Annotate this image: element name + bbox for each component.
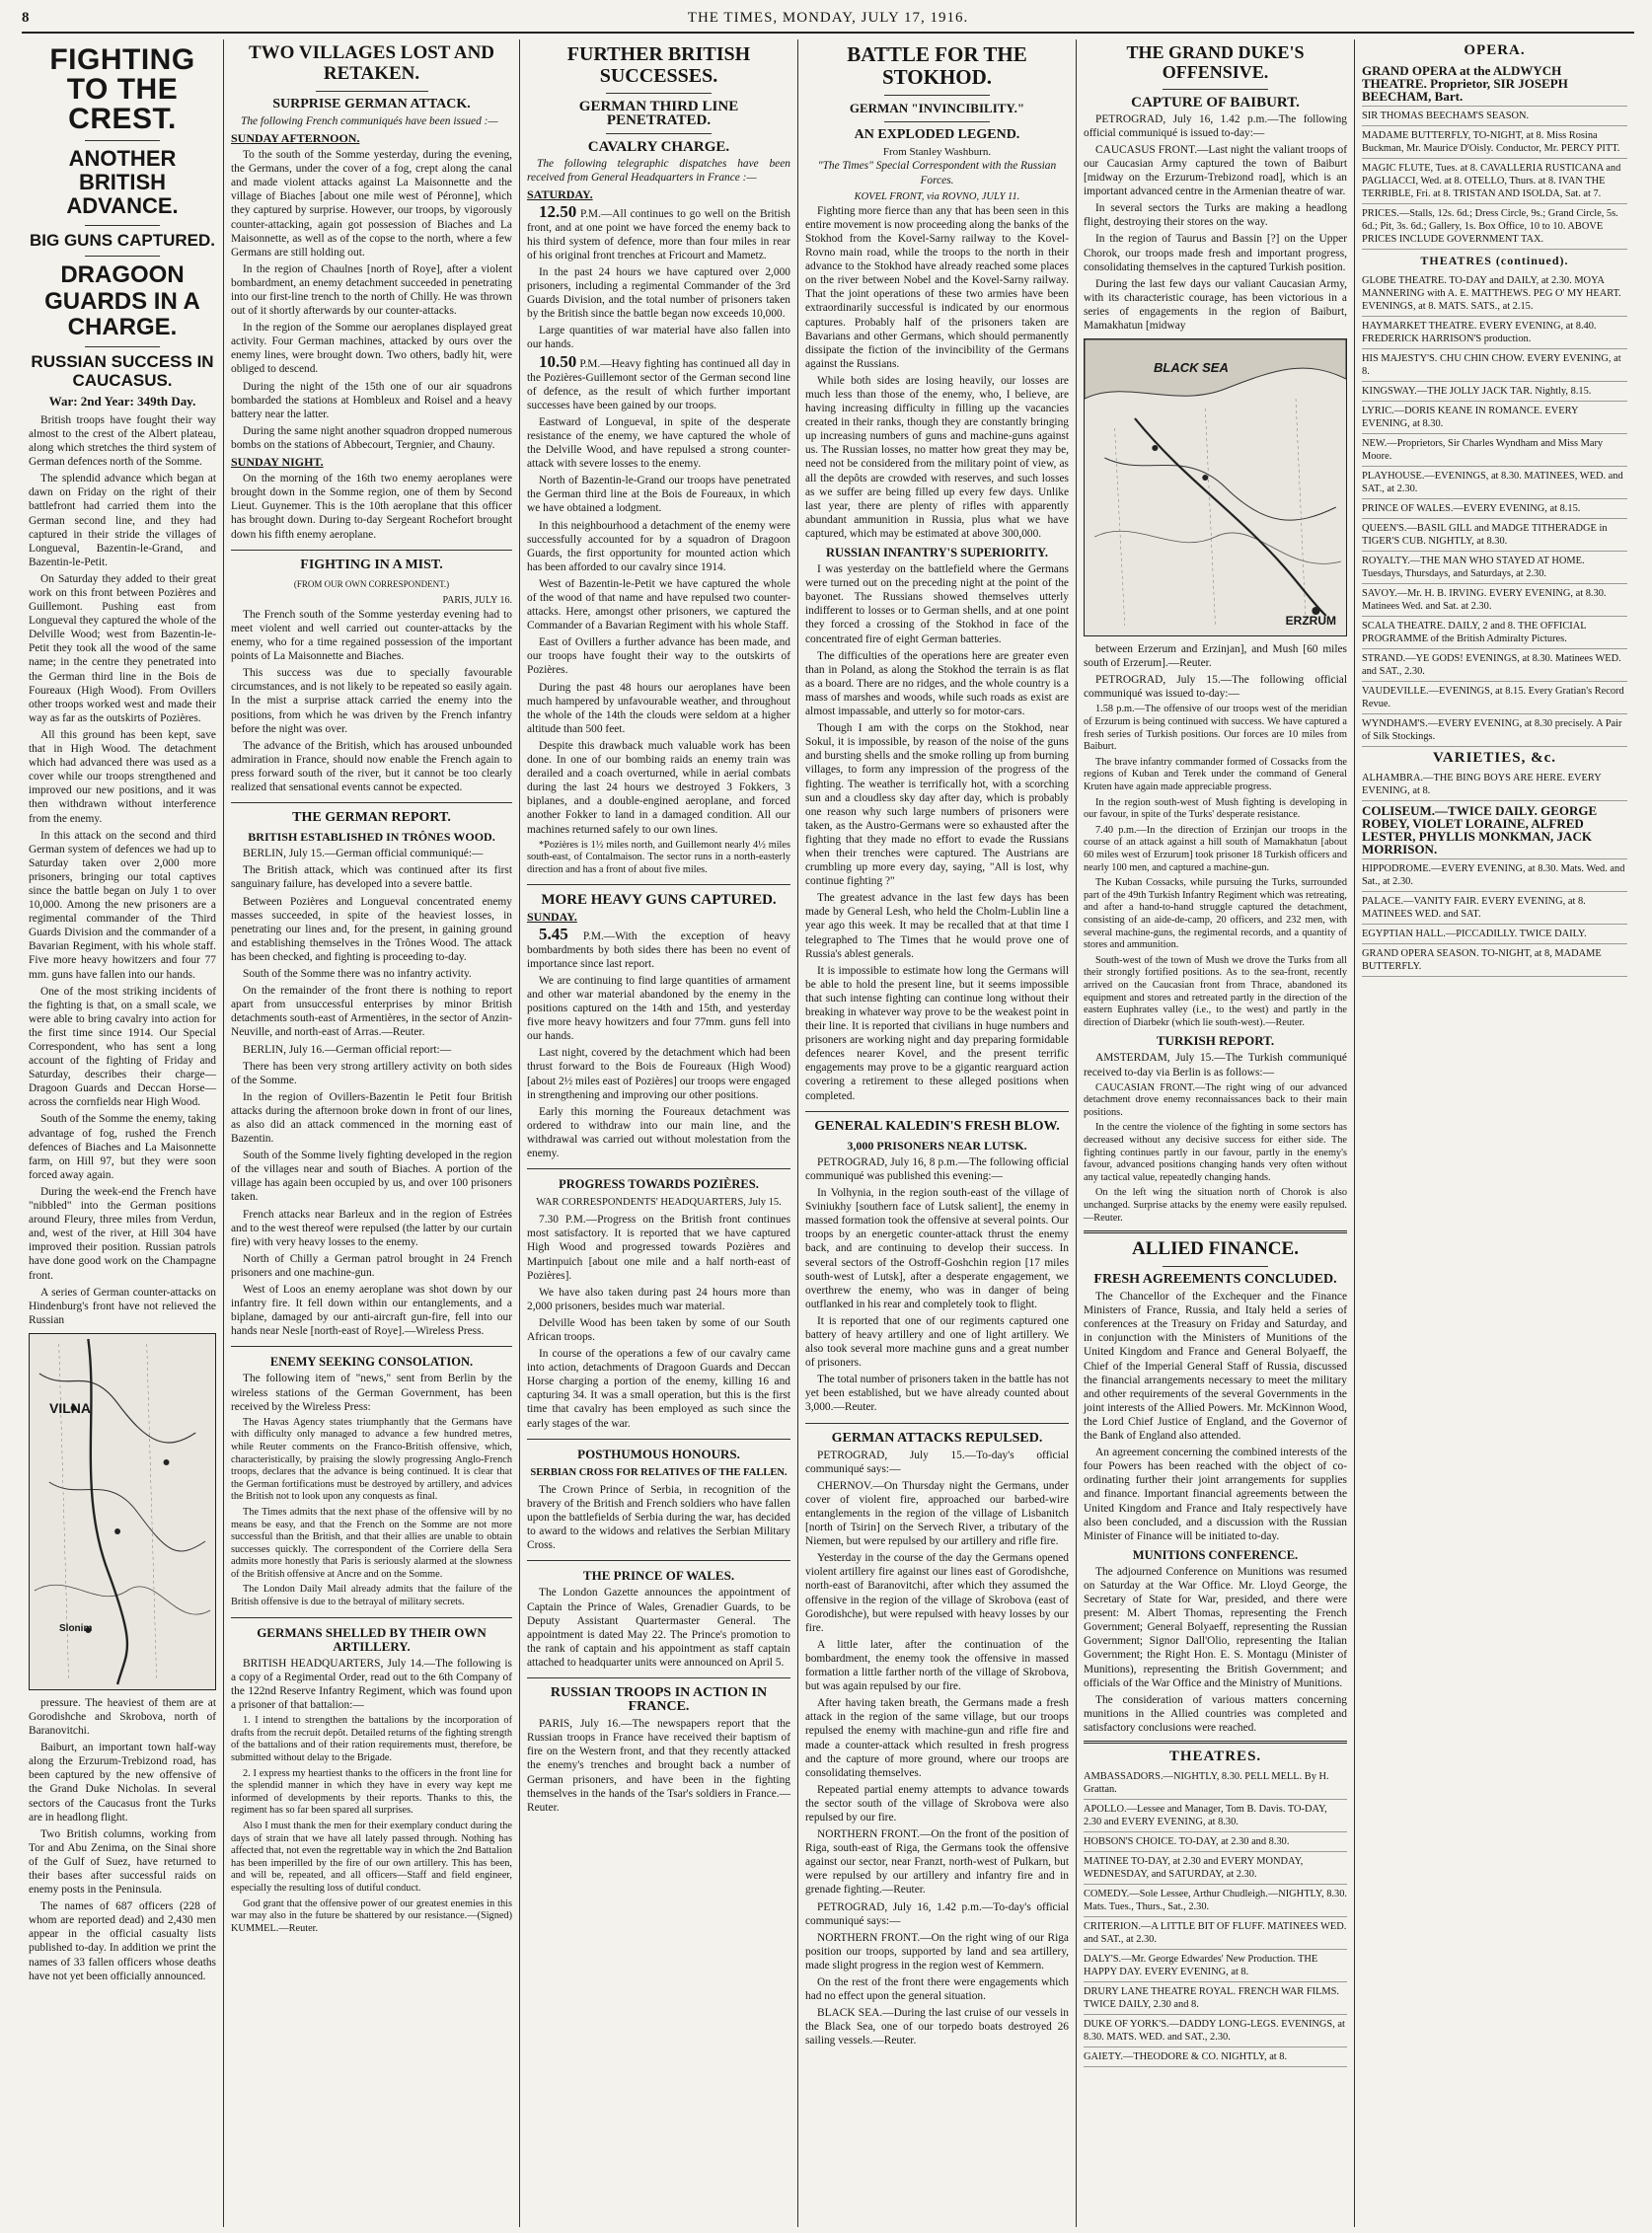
headline-two-villages: TWO VILLAGES LOST AND RETAKEN. [248,42,495,84]
varieties-listings [1362,769,1627,977]
section-theatres-continued: THEATRES (continued). [1420,254,1569,268]
listing: VAUDEVILLE.—EVENINGS, at 8.15. Every Gratian's Record Revue. [1362,682,1627,714]
headline-fighting-in-a-mist: FIGHTING IN A MIST. [300,557,443,572]
subhead-third-line: GERMAN THIRD LINE PENETRATED. [578,99,739,129]
paragraph: AMSTERDAM, July 15.—The Turkish communiqué received to-day via Berlin is as follows:— [1084,1052,1347,1079]
paragraph: During the last few days our valiant Caucasian Army, with its characteristic courage, has been victorious in a series of engagements in the region of Baiburt, Mamakhatun [midway [1084,277,1347,332]
paragraph: On Saturday they added to their great work on this front between Pozières and Guillemont. Pushing east from Longueval they captured the whole of the Delville Wood; west from Bazentin-le-Petit they took all the wood of the same name; in the centre they penetrated into the German third line in the Bois de Foureaux (High Wood). From Ovillers other troops worked west and made their way as far as the outskirts of Pozières. [29,572,216,724]
paragraph: pressure. The heaviest of them are at Gorodishche and Skrobova, north of Baranovitchi. [29,1696,216,1738]
paragraph: NORTHERN FRONT.—On the front of the position of Riga, south-east of Riga, the Germans took the offensive against our sector, near Franzt, north-west of Pulkarn, but were repulsed by our artillery and infantry fire and in grenade fighting.—Reuter. [805,1828,1069,1897]
paragraph: In the region of Chaulnes [north of Roye], after a violent bombardment, an enemy detachment succeeded in penetrating into our first-line trench to the north of Chilly. He was thrown out of it shortly afterwards by our counter-attacks. [231,262,512,318]
headline-further-british-successes: FURTHER BRITISH SUCCESSES. [566,43,751,87]
paragraph: In the past 24 hours we have captured over 2,000 prisoners, including a regimental Commander of the 3rd Guards Division, and the total number of prisoners taken by the British since the battle began now exceeds 10,000. [527,265,790,321]
byline: (FROM OUR OWN CORRESPONDENT.) [293,578,450,589]
paragraph: During the same night another squadron dropped numerous bombs on the stations of Abbecourt, Tergnier, and Chauny. [231,424,512,451]
paragraph: One of the most striking incidents of the fighting is that, on a small scale, we were able to bring cavalry into action for the first time since 1914. Our Special Correspondent, who has sent a long account of the fighting of Friday and Saturday, describes their charge—Dragoon Guards and Deccan Horse—across the cornfields near High Wood. [29,985,216,1109]
listing: COMEDY.—Sole Lessee, Arthur Chudleigh.—NIGHTLY, 8.30. Mats. Tues., Thurs., Sat., 2.30. [1084,1885,1347,1917]
paragraph: The difficulties of the operations here are greater even than in Poland, as along the Stokhod the terrain is as flat as a board. There are no ridges, and the whole country is a mass of marshes and woods, while such roads as exist are almost impassable, and utterly so for motor-cars. [805,649,1069,718]
paragraph: West of Bazentin-le-Petit we have captured the whole of the wood of that name and have repulsed two counter-attacks. Here, amongst other prisoners, we captured the Commander of a Bavarian Regiment with his whole Staff. [527,577,790,633]
paragraph: I was yesterday on the battlefield where the Germans were turned out on the preceding night at the point of the bayonet. The Russians showed themselves utterly indifferent to losses or to German shells, and at one point they forced a crossing of the Stokhod in face of the concentrated fire of eight German batteries. [805,563,1069,645]
paragraph: West of Loos an enemy aeroplane was shot down by our infantry fire. It fell down within our entanglements, and a biplane, damaged by our anti-aircraft gun-fire, fell into our hands near Nesle [north-east of Roye].—Wireless Press. [231,1284,512,1338]
map-label-slonim: Slonim [59,1622,93,1634]
column-6 [1355,39,1634,2227]
listing: GRAND OPERA at the ALDWYCH THEATRE. Proprietor, SIR JOSEPH BEECHAM, Bart. [1362,61,1627,107]
map-vilna-region [29,1333,216,1690]
listing: PRICES.—Stalls, 12s. 6d.; Dress Circle, 9s.; Grand Circle, 5s. 6d.; Pit, 3s. 6d.; Gallery, 1s. Box Office, 10 to 10. ABOVE PRICES INCLUDE GOVERNMENT TAX. [1362,204,1627,250]
paragraph: Between Pozières and Longueval concentrated enemy masses succeeded, in spite of the heaviest losses, in penetrating our lines and, for the present, in gaining ground and establishing themselves in the Trônes Wood. The attack has been checked, and fighting is proceeding to-day. [231,895,512,963]
listing: ALHAMBRA.—THE BING BOYS ARE HERE. EVERY EVENING, at 8. [1362,769,1627,801]
paragraph: On the left wing the situation north of Chorok is also unchanged. Surprise attacks by the enemy were easily repulsed.—Reuter. [1084,1187,1347,1224]
headline-kaledin: GENERAL KALEDIN'S FRESH BLOW. [814,1118,1060,1134]
listing: GRAND OPERA SEASON. TO-NIGHT, at 8, MADAME BUTTERFLY. [1362,944,1627,977]
headline-allied-finance: ALLIED FINANCE. [1132,1238,1299,1260]
listing: SIR THOMAS BEECHAM'S SEASON. [1362,107,1627,126]
paragraph: It is reported that one of our regiments captured one battery of heavy artillery and one of light artillery. We also took several more machine guns and a great number of prisoners. [805,1314,1069,1370]
paragraph: On the remainder of the front there is nothing to report apart from unsuccessful enterprises by minor British detachments south-east of Armentières, in the sector of Anzin-Neuville, and north-east of Arras.—Reuter. [231,985,512,1039]
paragraph: Fighting more fierce than any that has been seen in this entire movement is now proceeding along the banks of the Stokhod from the Kovel-Sarny railway to the Kovel-Rovno main road, while the troops to the north in their advance to the Stokhod have already reached some places on the river between Nobel and the Kovel-Sarny railway. That the joint operations of these two armies have been extraordinarily successful is indicated by our enormous captures. Probably half of the prisoners taken are Bavarians and other Germans, which should permanently dissipate the fiction of the invincibility of the Germans against the Russians. [805,204,1069,370]
paragraph: 2. I express my heartiest thanks to the officers in the front line for the splendid manner in which they have in every way kept me informed of developments by their reports. Thanks to this, the regiment has so far been spared all surprises. [231,1767,512,1817]
paragraph: In the centre the violence of the fighting in some sectors has decreased without any decisive success for either side. The fighting continues partly in our favour, partly in the enemy's favour, advanced positions changing hands very often without any tactical value, repeatedly changing hands. [1084,1122,1347,1183]
paragraph: The London Daily Mail already admits that the failure of the British offensive is due to the betrayal of military secrets. [231,1584,512,1608]
listing: NEW.—Proprietors, Sir Charles Wyndham and Miss Mary Moore. [1362,434,1627,467]
paragraph: While both sides are losing heavily, our losses are much less than those of the enemy, who, I believe, are having increasing difficulty in filling up the vacancies created in their ranks, though they are constantly bringing up increasing numbers of guns and machine-guns against us. The Russian losses, no matter how great they may be, need not be considered from the military point of view, as all the depôts are crowded with reserves, and such losses as we suffer are being filled up every few days. Unlike last year, there are plenty of rifles with apparently abundant ammunition in Russia, plus what we have captured, which may be estimated at above 300,000. [805,374,1069,540]
page-number: 8 [22,10,30,26]
paragraph: The consideration of various matters concerning munitions in the Allied countries was completed and satisfactory conclusions were reached. [1084,1693,1347,1734]
subhead-fresh-agreements: FRESH AGREEMENTS CONCLUDED. [1093,1272,1337,1288]
listing: GAIETY.—THEODORE & CO. NIGHTLY, at 8. [1084,2047,1347,2067]
headline-big-guns: BIG GUNS CAPTURED. [30,230,215,250]
intro: The following French communiqués have been issued :— [241,114,498,127]
paragraph: During the week-end the French have "nibbled" into the German positions around Fleury, three miles from Verdun, and, west of the river, at Hill 304 have improved their position. Russian patrols have done good work on the Champagne front. [29,1185,216,1282]
paragraph: In the region of Taurus and Bassin [?] on the Upper Chorok, our troops made fresh and important progress, consolidating themselves in the captured Turkish position. [1084,233,1347,273]
paragraph: The Kuban Cossacks, while pursuing the Turks, surrounded part of the 49th Turkish Infantry Regiment which was retreating, and after a hand-to-hand struggle captured the detachment, consisting of an aide-de-camp, 20 officers, and 232 men, with several machine-guns, the regimental records, and a quantity of stores and ammunition. [1084,877,1347,951]
paragraph: During the night of the 15th one of our air squadrons bombarded the stations at Hombleux and Roisel and a heavy battery near the latter. [231,380,512,420]
masthead [22,8,1634,34]
listing: PRINCE OF WALES.—EVERY EVENING, at 8.15. [1362,499,1627,519]
paragraph: PETROGRAD, July 15.—The following official communiqué was issued to-day:— [1084,674,1347,701]
paragraph: This success was due to specially favourable circumstances, and is not likely to be repeated so easily again. In the mist a surprise attack carried the enemy into the positions, from which he was driven by the French infantry before the night was over. [231,667,512,735]
map-drawing [30,1334,215,1689]
map-drawing [1085,339,1346,635]
paragraph: The Havas Agency states triumphantly that the Germans have with difficulty only managed to advance a few hundred metres, while Reuter comments on the Franco-British offensive, which, characteristically, by praising the slowly progressing Anglo-French troops, declares that the advance is being continued. It is clear that the German fortifications must be destroyed by artillery, and advices the British not to look upon any conquests as final. [231,1416,512,1503]
subhead-capture-baiburt: CAPTURE OF BAIBURT. [1131,94,1300,111]
paragraph: The brave infantry commander formed of Cossacks from the regions of Kuban and Terek under the command of General Kruten have again made appreciable progress. [1084,756,1347,793]
headline-germans-shelled: GERMANS SHELLED BY THEIR OWN ARTILLERY. [257,1624,487,1654]
paragraph: PETROGRAD, July 16, 1.42 p.m.—To-day's official communiqué says:— [805,1900,1069,1927]
map-label-erzrum: ERZRUM [1285,614,1336,628]
paragraph: In the region south-west of Mush fighting is developing in our favour, in spite of the Turks' desperate resistance. [1084,796,1347,821]
footnote: *Pozières is 1½ miles north, and Guillemont nearly 4½ miles south-east, of Contalmaison. The sector runs in a north-easterly direction and has a front of about five miles. [527,839,790,875]
time-stamp: 10.50 [539,351,577,371]
paragraph: In this attack on the second and third German system of defences we had up to Saturday taken over 2,000 more prisoners, bringing our total captives since the battle began on July 1 to over 10,000. Among the new prisoners are a regimental commander of the Third Guards Division and the commander of a Bavarian Regiment, with his whole staff. Five more heavy howitzers and four 77 mm. guns have fallen into our hands. [29,829,216,981]
paragraph: Though I am with the corps on the Stokhod, near Sokul, it is impossible, by reason of the noise of the guns and bursting shells and the smoke rolling up from burning villages, to form any impression of the progress of the fighting. The weather is terrifically hot, with a scorching sun and a cloudless sky day after day, which is probably one reason why such large numbers of prisoners were taken, as the Austro-Germans were so exhausted after the fighting that they made no effort to evade the Russians when their trenches were captured. The Austrians are crumbling up more every day, saying, "All is lost, why continue fighting ?" [805,722,1069,888]
headline-another-british-advance: ANOTHER BRITISH ADVANCE. [66,146,179,219]
headline-german-report: THE GERMAN REPORT. [292,810,451,826]
paragraph: The splendid advance which began at dawn on Friday on the right of their battlefront had carried them into the German second line, and they had captured in their stride the villages of Longueval, Bazentin-le-Grand, and Bazentin-le-Petit. [29,473,216,568]
paragraph: Eastward of Longueval, in spite of the desperate resistance of the enemy, we have captured the whole of the Delville Wood, and have repulsed a strong counter-attack with severe losses to the enemy. [527,415,790,471]
paragraph: In this neighbourhood a detachment of the enemy were successfully accounted for by a squadron of Dragoon Guards, the first opportunity for mounted action which has been afforded to our cavalry since 1914. [527,519,790,573]
listing: APOLLO.—Lessee and Manager, Tom B. Davis. TO-DAY, 2.30 and EVERY EVENING, at 8.30. [1084,1800,1347,1832]
paragraph: The names of 687 officers (228 of whom are reported dead) and 2,430 men appear in the official casualty lists published to-day. In addition we print the names of 33 fallen officers whose deaths have not yet been officially announced. [29,1900,216,1982]
paragraph: On the rest of the front there were engagements which had no effect upon the general situation. [805,1976,1069,2003]
columns [22,39,1634,2227]
headline-battle-stokhod: BATTLE FOR THE STOKHOD. [847,42,1027,90]
column-5 [1077,39,1355,2227]
paragraph: 7.30 P.M.—Progress on the British front continues most satisfactory. It is reported that we have captured High Wood and progressed towards Pozières and Martinpuich [about one mile and a half north-east of Pozières]. [527,1214,790,1282]
theatre-listings [1362,271,1627,747]
map-label-vilna: VILNA [49,1399,91,1416]
paragraph: The British attack, which was continued after its first sanguinary failure, has developed into a severe battle. [231,864,512,891]
paragraph: BLACK SEA.—During the last cruise of our vessels in the Black Sea, one of our torpedo boats destroyed 26 sailing vessels.—Reuter. [805,2007,1069,2047]
listing: KINGSWAY.—THE JOLLY JACK TAR. Nightly, 8.15. [1362,382,1627,402]
subhead-infantry-superiority: RUSSIAN INFANTRY'S SUPERIORITY. [826,546,1048,559]
paragraph: Delville Wood has been taken by some of our South African troops. [527,1316,790,1343]
headline-dragoon-guards: DRAGOON GUARDS IN A CHARGE. [44,261,200,341]
paragraph: We are continuing to find large quantities of armament and other war material abandoned by the enemy in the positions captured on the 14th and 15th, and yesterday five more heavy howitzers and four 77mm. guns fell into our hands. [527,974,790,1043]
listing: PALACE.—VANITY FAIR. EVERY EVENING, at 8. MATINEES WED. and SAT. [1362,892,1627,925]
headline-more-heavy-guns: MORE HEAVY GUNS CAPTURED. [541,892,777,909]
paragraph: We have also taken during past 24 hours more than 2,000 prisoners, besides much war material. [527,1286,790,1312]
headline-russian-success: RUSSIAN SUCCESS IN CAUCASUS. [31,352,214,391]
time-stamp: 5.45 [539,924,568,943]
paragraph: The Chancellor of the Exchequer and the Finance Ministers of France, Russia, and Italy held a series of conferences at the Treasury on Friday and Saturday, and in conjunction with the Ministers of Munitions of the United Kingdom and France and General Bolyaeff, the Chief of the Imperial General Staff of Russia, discussed the financial arrangements necessary to meet the military and other requirements of the several Governments in the joint interests of the Allied Powers. Mr. McKinnon Wood, the Lord Chief Justice of England, and the Governor of the Bank of England also attended. [1084,1291,1347,1443]
intro: The following telegraphic dispatches have been received from General Headquarters in France :— [527,158,790,185]
paragraph: The following item of "news," sent from Berlin by the wireless stations of the German Government, has been received by the Wireless Press: [231,1373,512,1413]
dateline: SUNDAY. [527,910,577,925]
dateline: SUNDAY NIGHT. [231,455,324,470]
column-2 [224,39,520,2227]
listing: WYNDHAM'S.—EVERY EVENING, at 8.30 precisely. A Pair of Silk Stockings. [1362,714,1627,747]
listing: STRAND.—YE GODS! EVENINGS, at 8.30. Matinees WED. and SAT., 2.30. [1362,649,1627,682]
listing: EGYPTIAN HALL.—PICCADILLY. TWICE DAILY. [1362,925,1627,944]
paragraph: The total number of prisoners taken in the battle has not yet been established, but we have already counted about 3,000.—Reuter. [805,1374,1069,1414]
paragraph: The Crown Prince of Serbia, in recognition of the bravery of the British and French soldiers who have fallen upon the battlefields of Serbia during the war, has decided to award to the widows and relatives the Serbian Military Cross. [527,1483,790,1552]
paragraph: North of Bazentin-le-Grand our troops have penetrated the German third line at the Bois de Foureaux, in which we have obtained a lodgment. [527,475,790,515]
paragraph: In the region of Ovillers-Bazentin le Petit four British attacks during the afternoon broke down in front of our lines, as also did an attack commenced in the morning east of Bazentin. [231,1090,512,1146]
dateline: SATURDAY. [527,187,593,202]
listing: SAVOY.—Mr. H. B. IRVING. EVERY EVENING, at 8.30. Matinees Wed. and Sat. at 2.30. [1362,584,1627,617]
listing: PLAYHOUSE.—EVENINGS, at 8.30. MATINEES, WED. and SAT., at 2.30. [1362,467,1627,499]
column-4 [798,39,1077,2227]
masthead-title: THE TIMES, MONDAY, JULY 17, 1916. [687,10,969,26]
paragraph: between Erzerum and Erzinjan], and Mush [60 miles south of Erzerum].—Reuter. [1084,643,1347,670]
paragraph: Also I must thank the men for their exemplary conduct during the days of strain that we have all lately passed through. Nothing has affected that, not even the regrettable way in which the 2nd Battalion has been imperilled by the fire of our own artillery. This has been, and will be, repeated, and all officers—Staff and field engineer, especially the resulting loss of dutiful conduct. [231,1820,512,1894]
listing: CRITERION.—A LITTLE BIT OF FLUFF. MATINEES WED. and SAT., at 2.30. [1084,1917,1347,1950]
paragraph-text: P.M.—All continues to go well on the British front, and at one point we have forced the enemy back to his third system of defence, more than four miles in rear of his original front trenches at Fricourt and Mametz. [527,207,790,261]
paragraph: The French south of the Somme yesterday evening had to meet violent and well carried out counter-attacks by the enemy, who for a time regained possession of the important points of La Maisonnette and Biaches. [231,608,512,663]
paragraph: 1. I intend to strengthen the battalions by the incorporation of drafts from the recruit depôt. Detailed returns of the fighting strength of the battalions and of their ration requirements must, therefore, be submitted without delay to the Brigade. [231,1715,512,1763]
paragraph: A series of German counter-attacks on Hindenburg's front have not relieved the Russian [29,1286,216,1326]
listing: DALY'S.—Mr. George Edwardes' New Production. THE HAPPY DAY. EVERY EVENING, at 8. [1084,1950,1347,1982]
paragraph: PETROGRAD, July 16, 8 p.m.—The following official communiqué was published this evening:— [805,1155,1069,1182]
byline: From Stanley Washburn. [882,146,992,159]
listing: COLISEUM.—TWICE DAILY. GEORGE ROBEY, VIOLET LORAINE, ALFRED LESTER, PHYLLIS MONKMAN, JACK MORRISON. [1362,801,1627,859]
section-varieties: VARIETIES, &c. [1433,750,1556,767]
headline-fighting-to-the-crest: FIGHTING TO THE CREST. [49,43,195,135]
headline-enemy-consolation: ENEMY SEEKING CONSOLATION. [269,1355,474,1370]
paragraph: PARIS, July 16.—The newspapers report that the Russian troops in France have received their baptism of fire on the Western front, and that they recently attacked the enemy's trenches and brought back a number of German prisoners, and have been in the fighting themselves in the hands of the Tsar's soldiers in France.—Reuter. [527,1718,790,1814]
dateline: KOVEL FRONT, via ROVNO, JULY 11. [854,190,1020,202]
paragraph: Baiburt, an important town half-way along the Erzurum-Trebizond road, has been captured by the new offensive of the Grand Duke Nicholas. In several sectors of the Caucasus front the Turks are in headlong flight. [29,1742,216,1824]
paragraph: NORTHERN FRONT.—On the right wing of our Riga position our troops, supported by land and sea artillery, made slight progress in the region west of Kemmern. [805,1931,1069,1972]
listing: QUEEN'S.—BASIL GILL and MADGE TITHERADGE in TIGER'S CUB. NIGHTLY, at 8.30. [1362,519,1627,552]
map-caucasus-region [1084,338,1347,636]
headline-posthumous-honours: POSTHUMOUS HONOURS. [577,1446,740,1461]
paragraph: Repeated partial enemy attempts to advance towards the sector south of the village of Skrobova were also repulsed by our fire. [805,1783,1069,1824]
paragraph: In the region of the Somme our aeroplanes displayed great activity. Four German machines, attacked by ours over the enemy lines, were brought down. Two others, badly hit, were obliged to descend. [231,322,512,376]
subhead-serbian-cross: SERBIAN CROSS FOR RELATIVES OF THE FALLEN. [530,1466,788,1478]
paragraph: After having taken breath, the Germans made a fresh attack in the region of the same village, but our troops repulsed the enemy with machine-gun and rifle fire and made a counter-attack which resulted in fresh progress and the capture of more ground, where our troops are consolidating themselves. [805,1697,1069,1779]
headline-prince-of-wales: THE PRINCE OF WALES. [582,1568,735,1584]
paragraph: Last night, covered by the detachment which had been thrust forward to the Bois de Foureaux (High Wood) [about 2½ miles east of Pozières] our troops were engaged in strengthening and improving our other positions. [527,1047,790,1101]
listing: GLOBE THEATRE. TO-DAY and DAILY, at 2.30. MOYA MANNERING with A. E. MATTHEWS. PEG O' MY HEART. EVENINGS, at 8. MATS. SATS., at 2.15. [1362,271,1627,317]
dateline: PARIS, JULY 16. [442,594,512,606]
listing: AMBASSADORS.—NIGHTLY, 8.30. PELL MELL. By H. Grattan. [1084,1767,1347,1800]
paragraph: In Volhynia, in the region south-east of the village of Sviniukhy [southern face of Lutsk salient], the enemy in massed formation took the offensive at several points. Our troops by an energetic counter-attack thrust the enemy back, and are continuing to develop their success. In several sectors of the Ostroff-Goshchin region [17 miles south-west of Lutsk], after a desperate engagement, we overthrew the enemy, who was in danger of being outflanked in his rear and completely took to flight. [805,1187,1069,1310]
map-label-black-sea: BLACK SEA [1154,360,1229,376]
listing: HIS MAJESTY'S. CHU CHIN CHOW. EVERY EVENING, at 8. [1362,349,1627,382]
subhead-munitions-conference: MUNITIONS CONFERENCE. [1132,1547,1299,1562]
paragraph: CHERNOV.—On Thursday night the Germans, under cover of violent fire, approached our barbed-wire entanglements in the region of the village of Lisbanitch [north of Tsirin] on the Servech River, a tributary of the Niemen, but were repulsed by our artillery and rifle fire. [805,1479,1069,1548]
paragraph: CAUCASIAN FRONT.—The right wing of our advanced detachment drove enemy reconnaissances back to their main positions. [1084,1081,1347,1118]
listing: SCALA THEATRE. DAILY, 2 and 8. THE OFFICIAL PROGRAMME of the British Admiralty Pictures. [1362,617,1627,649]
paragraph: On the morning of the 16th two enemy aeroplanes were brought down in the Somme region, one of them by Second Lieut. Guynemer. This is the 10th aeroplane that this officer has brought down. During to-day Sergeant Rochefort brought down his fifth enemy aeroplane. [231,473,512,541]
paragraph: All this ground has been kept, save that in High Wood. The detachment which had advanced there was used as a cover while our troops strengthened and improved our new positions, and it was then withdrawn without interference from the enemy. [29,728,216,825]
paragraph: God grant that the offensive power of our greatest enemies in this war may also in the future be shattered by our resistance.—(Signed) KUMMEL.—Reuter. [231,1898,512,1934]
listing: DRURY LANE THEATRE ROYAL. FRENCH WAR FILMS. TWICE DAILY, 2.30 and 8. [1084,1982,1347,2015]
paragraph: The greatest advance in the last few days has been made by General Lesh, who held the Cholm-Lublin line a year ago this week. It may be recalled that at that time I telegraphed to The Times that he would prove one of Russia's ablest generals. [805,892,1069,960]
paragraph: CAUCASUS FRONT.—Last night the valiant troops of our Caucasian Army captured the town of Baiburt [midway on the Erzurum-Trebizond road], which is an important advanced centre in the Armenian theatre of war. [1084,143,1347,198]
subhead-invincibility: GERMAN "INVINCIBILITY." [849,101,1025,116]
paragraph: South-west of the town of Mush we drove the Turks from all their strongly fortified positions. As to the sea-front, recently arrived on the Caucasian front from Thrace, abandoned its equipment and stores and retreated partly in the direction of the eastern Euphrates valley (i.e., to the west) and partly in the direction of Diarbekr (which lie south-west).—Reuter. [1084,954,1347,1028]
paragraph: The Times admits that the next phase of the offensive will by no means be easy, and that the French on the Somme are not more successful than the British, and that their allies are unable to obtain successes quickly. The correspondent of the Corriere della Sera admits more honestly that Paris is seriously alarmed at the slowness of the British offensive at Ancre and on the Somme. [231,1506,512,1580]
intro: "The Times" Special Correspondent with the Russian Forces. [817,160,1057,186]
listing: MADAME BUTTERFLY, TO-NIGHT, at 8. Miss Rosina Buckman, Mr. Maurice D'Oisly. Conductor, Mr. PERCY PITT. [1362,126,1627,159]
paragraph: PETROGRAD, July 15.—To-day's official communiqué says:— [805,1449,1069,1475]
paragraph: British troops have fought their way almost to the crest of the Albert plateau, along which stretches the third system of German defences north of the Somme. [29,413,216,469]
dateline: WAR CORRESPONDENTS' HEADQUARTERS, July 15. [536,1197,782,1209]
subhead-surprise-attack: SURPRISE GERMAN ATTACK. [272,96,471,112]
paragraph: The advance of the British, which has aroused unbounded admiration in France, should now enable the French again to press forward south of the river, but it cannot be too clearly realized that sensational events cannot be expected. [231,739,512,793]
headline-progress-pozieres: PROGRESS TOWARDS POZIÈRES. [559,1177,759,1192]
paragraph: In several sectors the Turks are making a headlong flight, destroying their stores on the way. [1084,202,1347,229]
paragraph: Yesterday in the course of the day the Germans opened violent artillery fire against our lines east of Gorodishche, north-east of Baranovitchi, after which they assumed the offensive in the region of the village of Skrobova (east of Gorodishche), but were repulsed with heavy losses by our fire. [805,1552,1069,1634]
paragraph: South of the Somme lively fighting developed in the region of the villages near and south of Biaches. A portion of the village has again been occupied by us, and over 100 prisoners taken. [231,1150,512,1204]
subhead-trones-wood: BRITISH ESTABLISHED IN TRÔNES WOOD. [248,830,495,845]
paragraph: The London Gazette announces the appointment of Captain the Prince of Wales, Grenadier Guards, to be Deputy Assistant Quartermaster General. The appointment is dated May 22. The Prince's promotion to the rank of captain and his appointment as staff captain attached to headquarter units were announced on April 5. [527,1587,790,1669]
paragraph: An agreement concerning the combined interests of the four Powers has been reached with the object of co-ordinating further their joint arrangements for supplies and finance. Important financial agreements between the United Kingdom and France and Italy respectively have also been concluded, and a discussion with the Russian Minister of Finance will be initiated to-day. [1084,1447,1347,1542]
paragraph: South of the Somme the enemy, taking advantage of fog, rushed the French defences of Biaches and La Maisonnette farm, on Hill 97, but they were soon forced away again. [29,1113,216,1181]
column-1 [22,39,224,2227]
paragraph: BERLIN, July 16.—German official report:— [243,1043,452,1056]
headline-grand-dukes-offensive: THE GRAND DUKE'S OFFENSIVE. [1126,42,1305,82]
listing: MAGIC FLUTE, Tues. at 8. CAVALLERIA RUSTICANA and PAGLIACCI, Wed. at 8. OTELLO, Thurs. at 8. IVAN THE TERRIBLE, Fri. at 8. TRISTAN AND ISOLDA, Sat. at 7. [1362,159,1627,204]
paragraph: A little later, after the continuation of the bombardment, the enemy took the offensive in massed formation a little farther north of the village of Skrobova, but was again repulsed by our fire. [805,1638,1069,1693]
section-opera: OPERA. [1464,42,1526,58]
paragraph: The adjourned Conference on Munitions was resumed on Saturday at the War Office. Mr. Lloyd George, the Secretary of State for War, presided, and there were present: M. Albert Thomas, representing the French Government; General Bolyaeff, representing the Russian Government; Signor Dall'Olio, representing the Italian Government; the Right Hon. E. S. Montagu (Minister of Munitions), representing the British Government; and officials of the War Office and the Ministry of Munitions. [1084,1565,1347,1689]
section-theatres: THEATRES. [1168,1749,1262,1765]
column-3 [520,39,798,2227]
paragraph: East of Ovillers a further advance has been made, and our troops have fought their way to the outskirts of Pozières. [527,636,790,677]
paragraph: Despite this drawback much valuable work has been done. In one of our bombing raids an enemy train was derailed and a coach overturned, while in aerial combats during the last 24 hours we destroyed 3 Fokkers, 3 biplanes, and a double-engined aeroplane, and forced another Fokker to land in a damaged condition. All our machines returned safely to our own lines. [527,739,790,836]
subhead-3000-prisoners: 3,000 PRISONERS NEAR LUTSK. [847,1138,1027,1153]
paragraph: Large quantities of war material have also fallen into our hands. [527,325,790,351]
paragraph-text: P.M.—Heavy fighting has continued all day in the Pozières-Guillemont sector of the German second line of defence, as the result of which further important successes have been gained by our troops. [527,357,790,411]
listing: ROYALTY.—THE MAN WHO STAYED AT HOME. Tuesdays, Thursdays, and Saturdays, at 2.30. [1362,552,1627,584]
theatre-listings [1084,1767,1347,2067]
paragraph: There has been very strong artillery activity on both sides of the Somme. [231,1060,512,1086]
war-day: War: 2nd Year: 349th Day. [48,393,196,409]
paragraph: During the past 48 hours our aeroplanes have been much hampered by unfavourable weather, and throughout the whole of the 14th the clouds were seldom at a higher altitude than 500 feet. [527,681,790,735]
listing: HAYMARKET THEATRE. EVERY EVENING, at 8.40. FREDERICK HARRISON'S production. [1362,317,1627,349]
paragraph: 7.40 p.m.—In the direction of Erzinjan our troops in the course of an attack against a hill south of Mamakhatun [about 60 miles west of Erzurum] took prisoner 18 Turkish officers and nearly 100 men, and captured a machine-gun. [1084,824,1347,873]
paragraph: It is impossible to estimate how long the Germans will be able to hold the present line, but it seems impossible that such intense fighting can continue long without their breaking in whatever way prove to be the weakest point in their line. It is reported that civilians in huge numbers and prisoners are working night and day preparing formidable defences nearer Kovel, and the present terrific engagements may prove to be a gigantic rearguard action covering a retirement to these alleged positions when completed. [805,964,1069,1102]
paragraph: In course of the operations a few of our cavalry came into action, detachments of Dragoon Guards and Deccan Horse charging a portion of the enemy, killing 16 and capturing 34. It was a small operation, but this is the first time that cavalry has been employed as such since the early stages of the war. [527,1348,790,1430]
dateline: SUNDAY AFTERNOON. [231,130,360,145]
paragraph: South of the Somme there was no infantry activity. [243,968,472,981]
paragraph: BRITISH HEADQUARTERS, July 14.—The following is a copy of a Regimental Order, read out to the 6th Company of the 122nd Reserve Infantry Regiment, which was found upon a prisoner of that battalion:— [231,1657,512,1712]
paragraph: To the south of the Somme yesterday, during the evening, the Germans, under the cover of a fog, crept along the canal and made violent attacks against La Maisonnette and the village of Biaches [about one mile west of Péronne], which they captured by surprise. However, our troops, by vigorously counter-attacking, again got possession of Biaches and La Maisonnette, as well as of the copse to the north, where a few Germans are still holding out. [231,149,512,259]
paragraph: BERLIN, July 15.—German official communiqué:— [243,848,484,860]
paragraph: 1.58 p.m.—The offensive of our troops west of the meridian of Erzurum is being continued with success. We have captured a fresh series of Turkish positions. Our forces are 10 miles from Baiburt. [1084,704,1347,753]
time-stamp: 12.50 [539,201,577,221]
paragraph: Two British columns, working from Tor and Abu Zenima, on the Sinai shore of the Gulf of Suez, have returned to their bases after successful raids on enemy posts in the Peninsula. [29,1827,216,1897]
paragraph-text: P.M.—With the exception of heavy bombardments by both sides there has been no event of importance since last report. [527,930,790,970]
listing: LYRIC.—DORIS KEANE IN ROMANCE. EVERY EVENING, at 8.30. [1362,402,1627,434]
paragraph: North of Chilly a German patrol brought in 24 French prisoners and one machine-gun. [231,1252,512,1279]
subhead-exploded-legend: AN EXPLODED LEGEND. [854,127,1020,143]
paragraph: PETROGRAD, July 16, 1.42 p.m.—The following official communiqué is issued to-day:— [1084,112,1347,139]
subhead-turkish-report: TURKISH REPORT. [1156,1033,1275,1049]
opera-listings [1362,61,1627,250]
listing: MATINEE TO-DAY, at 2.30 and EVERY MONDAY, WEDNESDAY, and SATURDAY, at 2.30. [1084,1852,1347,1885]
listing: HOBSON'S CHOICE. TO-DAY, at 2.30 and 8.30. [1084,1832,1347,1852]
listing: HIPPODROME.—EVERY EVENING, at 8.30. Mats. Wed. and Sat., at 2.30. [1362,859,1627,892]
listing: DUKE OF YORK'S.—DADDY LONG-LEGS. EVENINGS, at 8.30. MATS. WED. and SAT., 2.30. [1084,2015,1347,2047]
headline-russian-troops-france: RUSSIAN TROOPS IN ACTION IN FRANCE. [550,1684,768,1715]
paragraph: French attacks near Barleux and in the region of Estrées and to the west thereof were repulsed (the latter by our curtain fire) with very heavy losses to the enemy. [231,1208,512,1248]
headline-german-attacks-repulsed: GERMAN ATTACKS REPULSED. [831,1430,1043,1446]
subhead-cavalry-charge: CAVALRY CHARGE. [587,139,730,156]
paragraph: Early this morning the Foureaux detachment was ordered to withdraw into our main line, and the withdrawal was carried out without molestation from the enemy. [527,1105,790,1159]
